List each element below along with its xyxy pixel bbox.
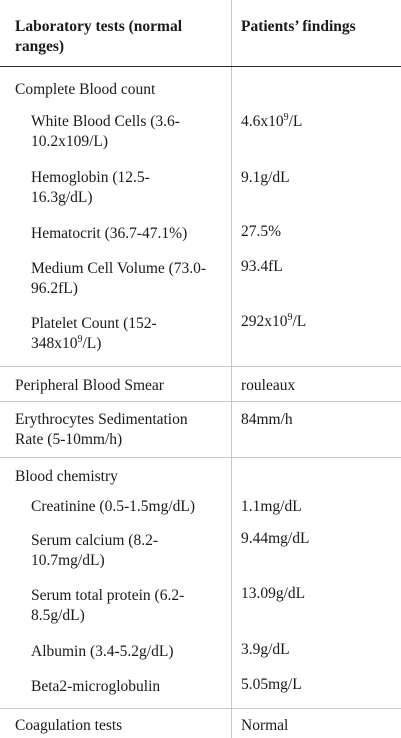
row-coag-value: Normal xyxy=(241,717,289,734)
row-hct-value: 27.5% xyxy=(241,223,282,240)
row-separator xyxy=(0,457,401,458)
row-ca-label-1: Serum calcium (8.2- xyxy=(31,532,158,549)
row-tp-label-1: Serum total protein (6.2- xyxy=(31,587,185,604)
row-smear-value: rouleaux xyxy=(241,377,296,394)
row-smear-label: Peripheral Blood Smear xyxy=(15,377,164,394)
row-hgb-label-2: 16.3g/dL) xyxy=(31,189,93,206)
row-plt-value: $292x10^9/L$ xyxy=(241,311,307,330)
row-b2m-label-1: Beta2-microglobulin xyxy=(31,678,161,695)
row-separator xyxy=(0,401,401,402)
header-separator xyxy=(0,66,401,67)
row-hct-label-1: Hematocrit (36.7-47.1%) xyxy=(31,225,188,242)
section-title-chem: Blood chemistry xyxy=(15,468,118,485)
row-separator xyxy=(0,708,401,709)
row-hgb-value: 9.1g/dL xyxy=(241,169,290,186)
row-wbc-value: $4.6x10^9/L$ xyxy=(241,111,303,130)
row-coag-label: Coagulation tests xyxy=(15,717,123,734)
row-wbc-label-1: White Blood Cells (3.6- xyxy=(31,113,180,130)
column-divider xyxy=(231,0,232,738)
header-col1-line1: Laboratory tests (normal xyxy=(15,18,183,35)
section-title-cbc: Complete Blood count xyxy=(15,81,156,98)
row-tp-label-2: 8.5g/dL) xyxy=(31,607,85,624)
row-hgb-label-1: Hemoglobin (12.5- xyxy=(31,169,150,186)
row-esr-label-2: Rate (5-10mm/h) xyxy=(15,431,123,448)
row-esr-value: 84mm/h xyxy=(241,411,293,428)
row-esr-label-1: Erythrocytes Sedimentation xyxy=(15,411,188,428)
row-plt-label-2: $348x10^9/L$) xyxy=(31,333,102,352)
row-b2m-value: 5.05mg/L xyxy=(241,676,302,693)
row-plt-label-1: Platelet Count (152- xyxy=(31,315,157,332)
row-alb-label-1: Albumin (3.4-5.2g/dL) xyxy=(31,643,174,660)
row-mcv-value: 93.4fL xyxy=(241,258,283,275)
row-creat-label-1: Creatinine (0.5-1.5mg/dL) xyxy=(31,498,195,515)
row-mcv-label-1: Medium Cell Volume (73.0- xyxy=(31,260,207,277)
row-tp-value: 13.09g/dL xyxy=(241,585,306,602)
header-col1-line2: ranges) xyxy=(15,38,65,55)
row-creat-value: 1.1mg/dL xyxy=(241,498,302,515)
row-separator xyxy=(0,366,401,367)
row-ca-label-2: 10.7mg/dL) xyxy=(31,552,105,569)
header-col2: Patients’ findings xyxy=(241,18,356,35)
row-alb-value: 3.9g/dL xyxy=(241,641,290,658)
row-wbc-label-2: 10.2x109/L) xyxy=(31,133,109,150)
row-mcv-label-2: 96.2fL) xyxy=(31,280,78,297)
row-ca-value: 9.44mg/dL xyxy=(241,530,310,547)
